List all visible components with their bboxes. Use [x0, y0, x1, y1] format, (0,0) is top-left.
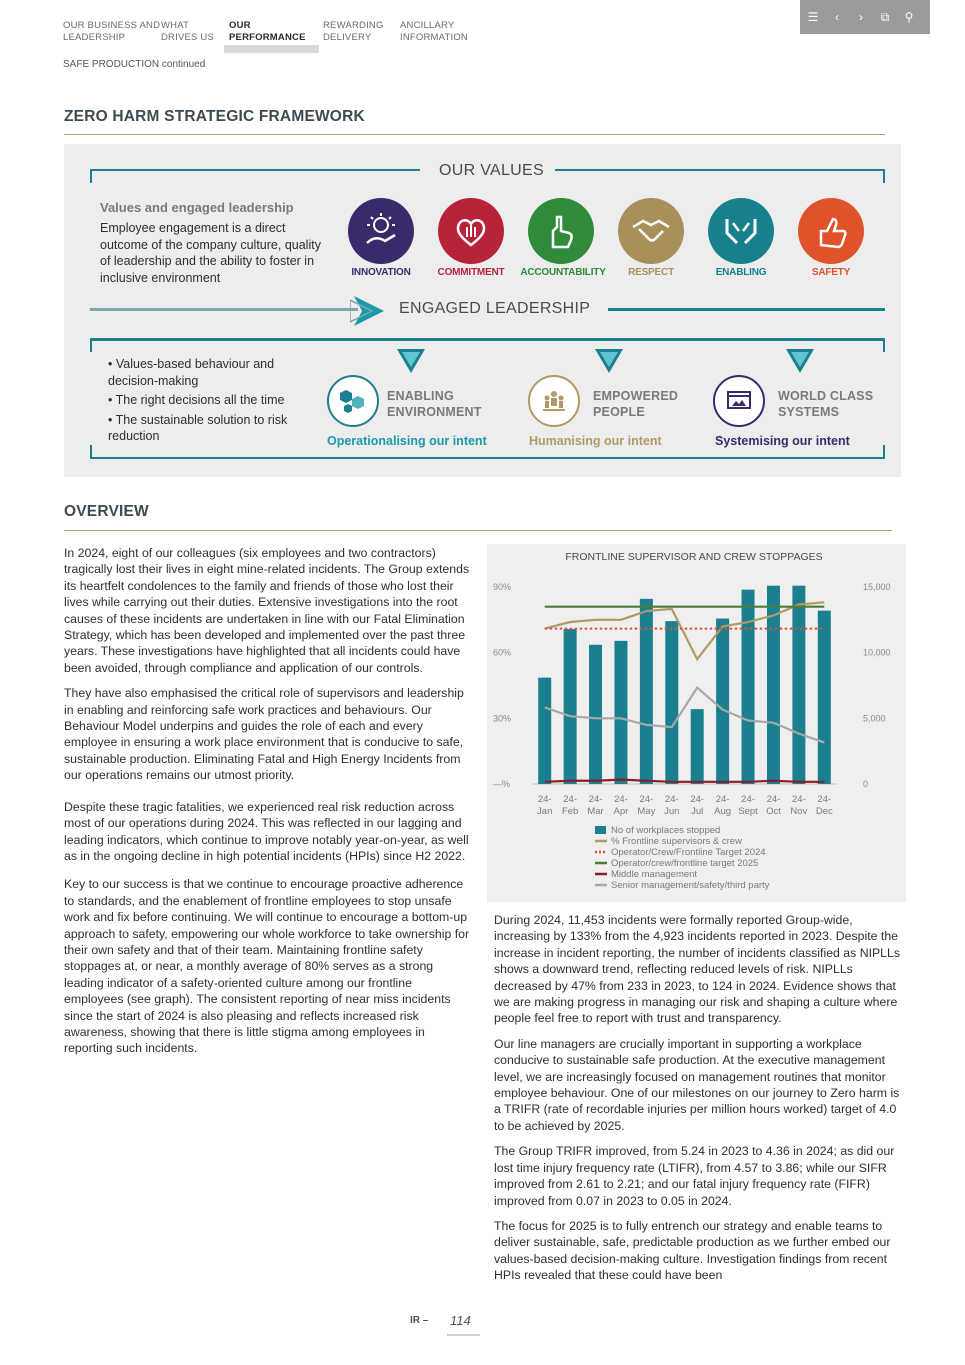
toolbar — [800, 0, 930, 34]
bar — [589, 645, 602, 784]
overview-left-column — [64, 545, 472, 1066]
pillar-intent-systemising: Systemising our intent — [715, 434, 850, 448]
bar — [818, 611, 831, 784]
value-label-commitment: COMMITMENT — [437, 267, 505, 278]
value-label-enabling: ENABLING — [715, 267, 767, 278]
leadership-line-right — [608, 308, 885, 311]
value-label-accountability: ACCOUNTABILITY — [520, 267, 606, 278]
category-label: 24- — [563, 794, 577, 805]
legend-label: Senior management/safety/third party — [611, 880, 770, 891]
paragraph: Despite these tragic fatalities, we experienced real risk reduction across most of our operations during 2024. This was reflected in our lagging and leading indicators, which continue to improve notably year-on-year, as well as in the ongoing decline in high potential incidents (HPIs) since H2 2022. — [64, 799, 469, 863]
bar — [742, 590, 755, 784]
paragraph: Key to our success is that we continue to encourage proactive adherence to standards, and the enablement of frontline employees to stop unsafe work and fix before continuing. We will continue to encourage a bottom-up approach to safety, empowering our whole workforce to take ownership for their own safety and that of their team. Maintaining frontline safety stoppages at, or near, a monthly average of 80% serves as a strong leading indicator of a safety-oriented culture among our frontline employees (see graph). The consistent reporting of near miss incidents since the start of 2024 is also pleasing and reflects increased risk awareness, showing that there is little stigma among employees in reporting such incidents. — [64, 877, 470, 1056]
pillar-title-systems: WORLD CLASS SYSTEMS — [778, 389, 874, 419]
commitment-icon — [438, 198, 504, 264]
bracket-tick — [90, 338, 92, 352]
pillar-triangle-inner — [402, 352, 420, 367]
empowered-people-icon — [528, 375, 580, 427]
chevron-right-icon[interactable]: › — [859, 10, 863, 24]
footer-report-label: IR – — [410, 1315, 429, 1326]
values-subheading: Values and engaged leadership — [100, 200, 294, 215]
paragraph: During 2024, 11,453 incidents were formally reported Group-wide, increasing by 133% from the 4,923 incidents reported in 2023. Despite the increase in incident reporting, the number of incidents classified as NIPLLs shows a downward trend, reflecting reduced levels of risk. NIPLLs decreased by 47% from 233 in 2023, to 124 in 2024. Evidence shows that we are making progress in managing our risk and shaping a culture where people feel free to report with trust and transparency. — [494, 913, 901, 1026]
category-label: Oct — [766, 806, 781, 817]
value-label-respect: RESPECT — [628, 267, 674, 278]
category-label: 24- — [614, 794, 628, 805]
category-label: Apr — [613, 806, 629, 817]
category-label: Aug — [714, 806, 732, 817]
value-label-safety: SAFETY — [811, 267, 851, 278]
framework-title: ZERO HARM STRATEGIC FRAMEWORK — [64, 108, 365, 125]
pillar-triangle-inner — [600, 352, 618, 367]
nav-our-performance[interactable]: OUR PERFORMANCE — [229, 20, 306, 43]
overview-rule — [64, 530, 892, 531]
leadership-bullets — [108, 356, 313, 448]
bar — [538, 678, 551, 784]
paragraph: Our line managers are crucially important in supporting a workplace conducive to sustainable safe production. At the executive management level, we are increasingly focused on management routines that monitor employee behaviour. One of our milestones on our journey to Zero harm is a TRIFR (rate of recordable injuries per million hours worked) target of 4.0 to be achieved by 2025. — [494, 1036, 900, 1133]
chart-title: FRONTLINE SUPERVISOR AND CREW STOPPAGES — [565, 551, 823, 563]
legend-label: Middle management — [611, 869, 698, 880]
overview-title: OVERVIEW — [64, 503, 149, 520]
left-axis-tick: 90% — [493, 582, 512, 592]
category-label: 24- — [639, 794, 654, 805]
category-label: Jan — [537, 806, 553, 817]
page-number: 114 — [450, 1313, 471, 1328]
category-label: Dec — [815, 806, 833, 817]
enabling-environment-icon — [327, 375, 379, 427]
bar — [665, 621, 678, 784]
category-label: 24- — [664, 794, 679, 805]
nav-our-business[interactable]: OUR BUSINESS AND LEADERSHIP — [63, 20, 161, 43]
category-label: 24- — [766, 794, 781, 805]
series-line — [545, 780, 825, 782]
right-axis-tick: 0 — [863, 779, 869, 789]
left-axis-tick: 30% — [493, 713, 512, 724]
nav-what-drives-us[interactable]: WHAT DRIVES US — [161, 20, 215, 43]
pillar-intent-operationalising: Operationalising our intent — [327, 434, 487, 448]
bar — [716, 619, 729, 784]
right-axis-tick: 10,000 — [863, 647, 891, 658]
pillar-title-enabling: ENABLING ENVIRONMENT — [387, 389, 482, 419]
pillars-line — [90, 338, 885, 341]
bracket-tick — [90, 169, 92, 183]
category-label: Sept — [738, 806, 758, 817]
overview-right-column — [494, 912, 902, 1293]
bullet-item: • The sustainable solution to risk reduction — [108, 412, 288, 443]
value-label-innovation: INNOVATION — [351, 267, 411, 278]
bracket-tick — [90, 445, 92, 459]
right-axis-tick: 5,000 — [863, 713, 886, 724]
chevron-left-icon[interactable]: ‹ — [835, 10, 839, 24]
category-label: Feb — [561, 806, 579, 817]
bar — [691, 709, 704, 784]
bar — [792, 586, 805, 784]
category-label: Mar — [587, 806, 604, 817]
innovation-icon — [348, 198, 414, 264]
category-label: Jul — [691, 806, 704, 817]
arrow-icon — [350, 294, 386, 333]
category-label: Jun — [664, 806, 680, 817]
category-label: 24- — [792, 794, 806, 805]
bracket-tick — [883, 169, 885, 183]
footer-underline — [447, 1334, 480, 1336]
stoppages-chart-panel — [487, 544, 906, 902]
document-icon[interactable]: ⧉ — [880, 9, 890, 24]
nav-ancillary-information[interactable]: ANCILLARY INFORMATION — [400, 20, 468, 43]
values-line-right — [555, 169, 885, 171]
title-rule — [64, 134, 885, 135]
series-line — [545, 602, 825, 659]
left-axis-tick: 60% — [493, 647, 512, 658]
category-label: 24- — [817, 794, 832, 805]
bracket-tick — [883, 338, 885, 352]
bar — [564, 629, 577, 784]
category-label: 24- — [741, 794, 755, 805]
accountability-icon — [528, 198, 594, 264]
legend-label: Operator/Crew/Frontline Target 2024 — [611, 847, 766, 858]
pillar-triangle-inner — [791, 352, 809, 367]
stoppages-chart — [487, 544, 906, 902]
pillar-title-empowered: EMPOWERED PEOPLE — [593, 389, 679, 419]
search-icon[interactable]: ⚲ — [904, 10, 914, 24]
legend-label: Operator/crew/frontline target 2025 — [611, 858, 759, 869]
right-axis-tick: 15,000 — [863, 582, 891, 592]
safety-icon — [798, 198, 864, 264]
category-label: Nov — [790, 806, 808, 817]
bottom-line — [90, 457, 885, 459]
values-line-left — [90, 169, 420, 171]
bullet-item: • Values-based behaviour and decision-making — [108, 357, 275, 388]
bullet-item: • The right decisions all the time — [108, 393, 285, 407]
category-label: 24- — [690, 794, 705, 805]
nav-rewarding-delivery[interactable]: REWARDING DELIVERY — [323, 20, 384, 43]
our-values-heading: OUR VALUES — [439, 162, 544, 179]
legend-swatch — [595, 826, 606, 834]
menu-icon[interactable]: ☰ — [807, 10, 819, 24]
paragraph: In 2024, eight of our colleagues (six employees and two contractors) tragically lost their lives in eight mine-related incidents. The Group extends its heartfelt condolences to the family and friends of those who lost their lives while carrying out their duties. Extensive investigations into the root causes of these incidents are undertaken in line with our Fatal Elimination Strategy, which has been developed and implemented over the past three years. These investigations have highlighted that all incidents could have been avoided, through compliance and application of our controls. — [64, 546, 470, 675]
respect-icon — [618, 198, 684, 264]
category-label: 24- — [715, 794, 730, 805]
category-label: 24- — [537, 794, 552, 805]
legend-label: No of workplaces stopped — [611, 825, 721, 836]
paragraph: They have also emphasised the critical role of supervisors and leadership in enabling and reinforcing safe work practices and behaviours. Our Behaviour Model underpins and guides the role of each and every employee in ensuring a work place environment that is conducive to safe, sustainable production. Eliminating Fatal and High Energy Incidents from our operations remains our utmost priority. — [64, 686, 464, 783]
pillar-intent-humanising: Humanising our intent — [529, 434, 662, 448]
leadership-line-left — [90, 308, 358, 311]
engaged-leadership-heading: ENGAGED LEADERSHIP — [399, 300, 591, 317]
category-label: May — [637, 806, 656, 817]
world-class-systems-icon — [713, 375, 765, 427]
paragraph: The focus for 2025 is to fully entrench our strategy and enable teams to deliver sustainable, safe, predictable production as we further embed our values-based decision-making culture. Investigation findings from recent HPIs revealed that these could have been — [494, 1218, 891, 1283]
enabling-icon — [708, 198, 774, 264]
series-line — [545, 688, 825, 743]
values-description: Employee engagement is a direct outcome of the company culture, quality of leadership and the ability to foster in inclusive environment — [100, 221, 321, 285]
bar — [640, 599, 653, 784]
legend-label: % Frontline supervisors & crew — [611, 836, 742, 847]
category-label: 24- — [588, 794, 603, 805]
left-axis-tick: —% — [493, 779, 511, 789]
bracket-tick — [883, 445, 885, 459]
active-nav-indicator — [224, 45, 319, 53]
bar — [614, 641, 627, 784]
paragraph: The Group TRIFR improved, from 5.24 in 2023 to 4.36 in 2024; as did our lost time injury frequency rate (LTIFR), from 4.57 to 3.86; while our SIFR improved from 2.61 to 2.21; and our fatal injury frequency rate (FIFR) improved from 0.07 in 2023 to 0.05 in 2024. — [494, 1144, 895, 1208]
breadcrumb: SAFE PRODUCTION continued — [63, 59, 206, 70]
